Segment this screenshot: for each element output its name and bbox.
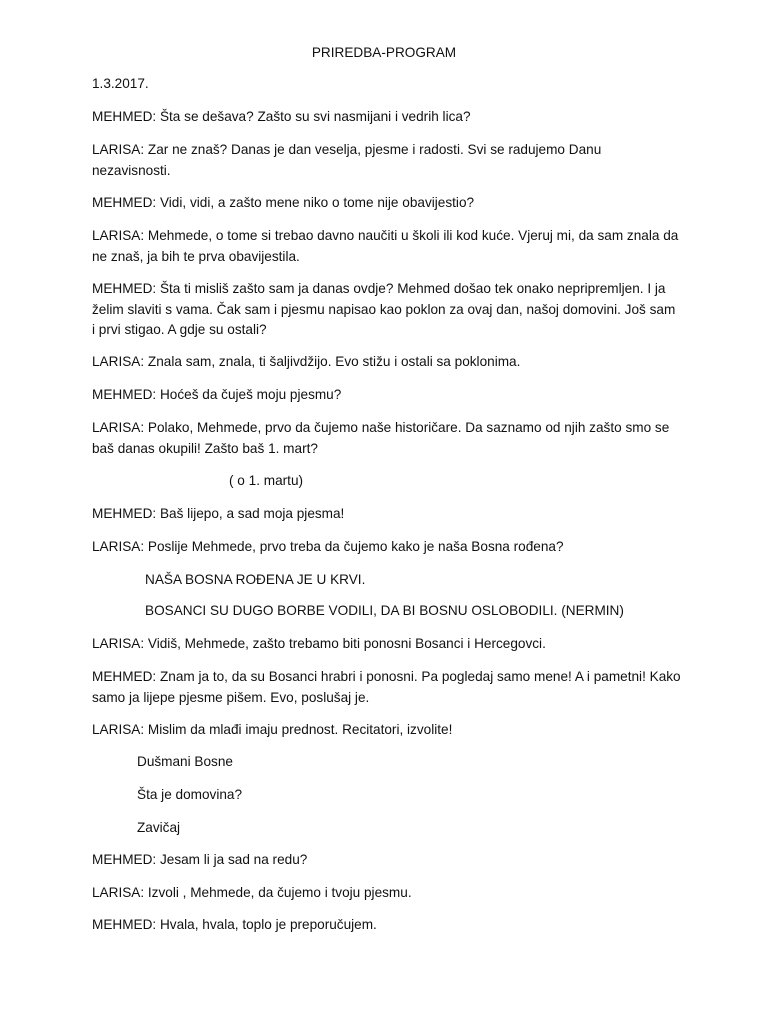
document-title: PRIREDBA-PROGRAM [311,45,457,60]
dialogue-line: MEHMED: Znam ja to, da su Bosanci hrabri i ponosni. Pa pogledaj samo mene! A i pametni! Kako samo ja lijepe pjesme pišem. Evo, poslušaj je. [92,669,681,705]
stage-note: ( o 1. martu) [229,473,304,488]
dialogue-line: MEHMED: Hoćeš da čuješ moju pjesmu? [92,387,342,402]
dialogue-line: LARISA: Znala sam, znala, ti šaljivdžijo. Evo stižu i ostali sa poklonima. [92,354,521,369]
dialogue-line: MEHMED: Šta se dešava? Zašto su svi nasmijani i vedrih lica? [92,109,471,124]
dialogue-line: MEHMED: Baš lijepo, a sad moja pjesma! [92,506,345,521]
dialogue-line: MEHMED: Jesam li ja sad na redu? [92,852,308,867]
recitation-line: BOSANCI SU DUGO BORBE VODILI, DA BI BOSNU OSLOBODILI. (NERMIN) [145,603,624,618]
poem-title: Dušmani Bosne [137,754,233,769]
dialogue-line: LARISA: Mislim da mlađi imaju prednost. Recitatori, izvolite! [92,722,453,737]
dialogue-line: LARISA: Zar ne znaš? Danas je dan veselja, pjesme i radosti. Svi se radujemo Danu nezavisnosti. [92,142,602,178]
poem-title: Šta je domovina? [137,787,243,802]
dialogue-line: LARISA: Mehmede, o tome si trebao davno naučiti u školi ili kod kuće. Vjeruj mi, da sam znala da ne znaš, ja bih te prva obavijestila. [92,228,679,264]
dialogue-line: MEHMED: Hvala, hvala, toplo je preporučujem. [92,917,377,932]
poem-title: Zavičaj [137,820,181,835]
dialogue-line: MEHMED: Vidi, vidi, a zašto mene niko o tome nije obavijestio? [92,195,475,210]
dialogue-line: MEHMED: Šta ti misliš zašto sam ja danas ovdje? Mehmed došao tek onako nepripremljen. I ja želim slaviti s vama. Čak sam i pjesmu napisao kao poklon za ovaj dan, našoj domovini. Još sam i prvi stigao. A gdje su ostali? [92,281,676,337]
dialogue-line: LARISA: Vidiš, Mehmede, zašto trebamo biti ponosni Bosanci i Hercegovci. [92,636,546,651]
dialogue-line: LARISA: Izvoli , Mehmede, da čujemo i tvoju pjesmu. [92,885,412,900]
recitation-line: NAŠA BOSNA ROĐENA JE U KRVI. [145,572,366,587]
dialogue-line: LARISA: Polako, Mehmede, prvo da čujemo naše historičare. Da saznamo od njih zašto smo se baš danas okupili! Zašto baš 1. mart? [92,420,670,456]
document-date: 1.3.2017. [92,76,149,91]
dialogue-line: LARISA: Poslije Mehmede, prvo treba da čujemo kako je naša Bosna rođena? [92,539,564,554]
